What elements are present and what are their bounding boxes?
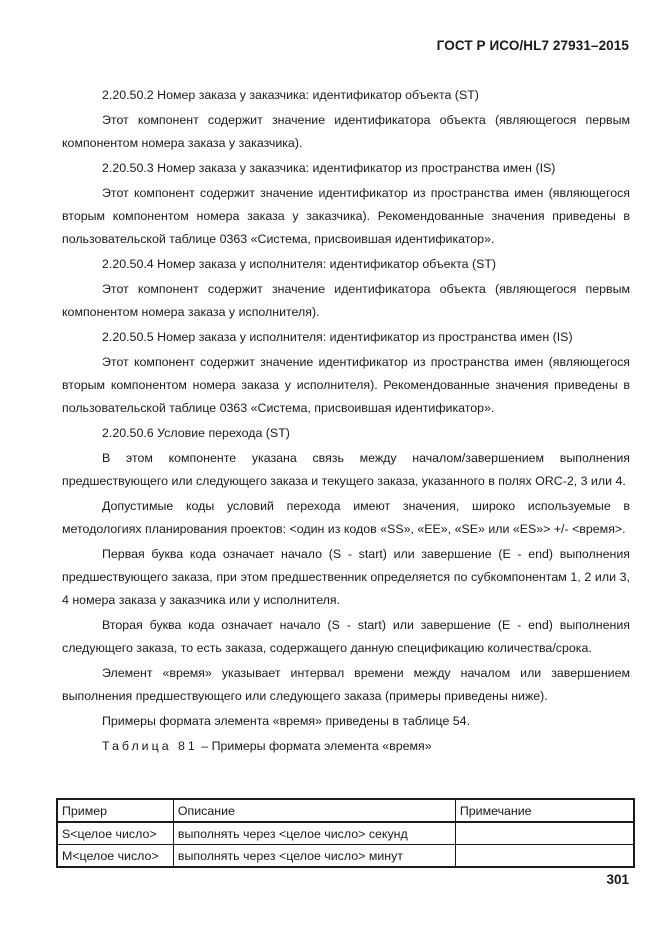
document-code-header: ГОСТ Р ИСО/HL7 27931–2015 — [436, 38, 629, 53]
paragraph: Вторая буква кода означает начало (S - start) или завершение (E - end) выполнения следующего заказа, то есть заказа, содержащего данную спецификацию количества/срока. — [62, 618, 630, 655]
paragraph: Этот компонент содержит значение идентификатор из пространства имен (являющегося вторым компонентом номера заказа у исполнителя). Рекомендованные значения приведены в пользовательской таблице 0363 «Система, присвоившая идентификатор». — [62, 355, 630, 415]
paragraph: Этот компонент содержит значение идентификатора объекта (являющегося первым компонентом номера заказа у заказчика). — [62, 113, 630, 150]
paragraph: Этот компонент содержит значение идентификатора объекта (являющегося первым компонентом номера заказа у исполнителя). — [62, 282, 630, 319]
table-cell: выполнять через <целое число> минут — [173, 845, 455, 868]
table-caption-text: Примеры формата элемента «время» — [211, 739, 432, 753]
paragraph: Первая буква кода означает начало (S - start) или завершение (E - end) выполнения предшествующего заказа, при этом предшественник определяется по субкомпонентам 1, 2 или 3, 4 номера заказа у заказчика или у исполнителя. — [62, 547, 630, 607]
table-caption — [62, 735, 630, 758]
section-heading: 2.20.50.4 Номер заказа у исполнителя: идентификатор объекта (ST) — [102, 257, 497, 271]
table-cell: S<целое число> — [57, 822, 173, 845]
paragraph: Этот компонент содержит значение идентификатор из пространства имен (являющегося вторым компонентом номера заказа у заказчика). Рекомендованные значения приведены в пользовательской таблице 0363 «Система, присвоившая идентификатор». — [62, 186, 630, 246]
body-text — [62, 84, 630, 758]
section-heading: 2.20.50.3 Номер заказа у заказчика: идентификатор из пространства имен (IS) — [102, 161, 556, 175]
page-number: 301 — [606, 872, 629, 887]
table-row — [57, 822, 634, 845]
section-heading: 2.20.50.5 Номер заказа у исполнителя: идентификатор из пространства имен (IS) — [102, 330, 573, 344]
table-header-cell: Примечание — [455, 799, 634, 822]
table-caption-dash: – — [201, 739, 209, 753]
table-cell: M<целое число> — [57, 845, 173, 868]
paragraph: Допустимые коды условий перехода имеют значения, широко используемые в методологиях планирования проектов: <один из кодов «SS», «EE», «SE» или «ES»> +/- <время>. — [62, 499, 630, 536]
table-caption-label: Таблица 81 — [102, 739, 198, 753]
time-format-table — [56, 798, 635, 868]
section-heading: 2.20.50.2 Номер заказа у заказчика: идентификатор объекта (ST) — [102, 88, 479, 102]
section-heading: 2.20.50.6 Условие перехода (ST) — [102, 426, 290, 440]
table-cell — [455, 822, 634, 845]
table-header-cell: Пример — [57, 799, 173, 822]
table-row — [57, 845, 634, 868]
paragraph: Примеры формата элемента «время» приведены в таблице 54. — [102, 714, 471, 728]
table-header-row — [57, 799, 634, 822]
table-header-cell: Описание — [173, 799, 455, 822]
table-cell: выполнять через <целое число> секунд — [173, 822, 455, 845]
paragraph: Элемент «время» указывает интервал времени между началом или завершением выполнения предшествующего или следующего заказа (примеры приведены ниже). — [62, 666, 630, 703]
paragraph: В этом компоненте указана связь между началом/завершением выполнения предшествующего или следующего заказа и текущего заказа, указанного в полях ORC-2, 3 или 4. — [62, 451, 630, 488]
table-cell — [455, 845, 634, 868]
